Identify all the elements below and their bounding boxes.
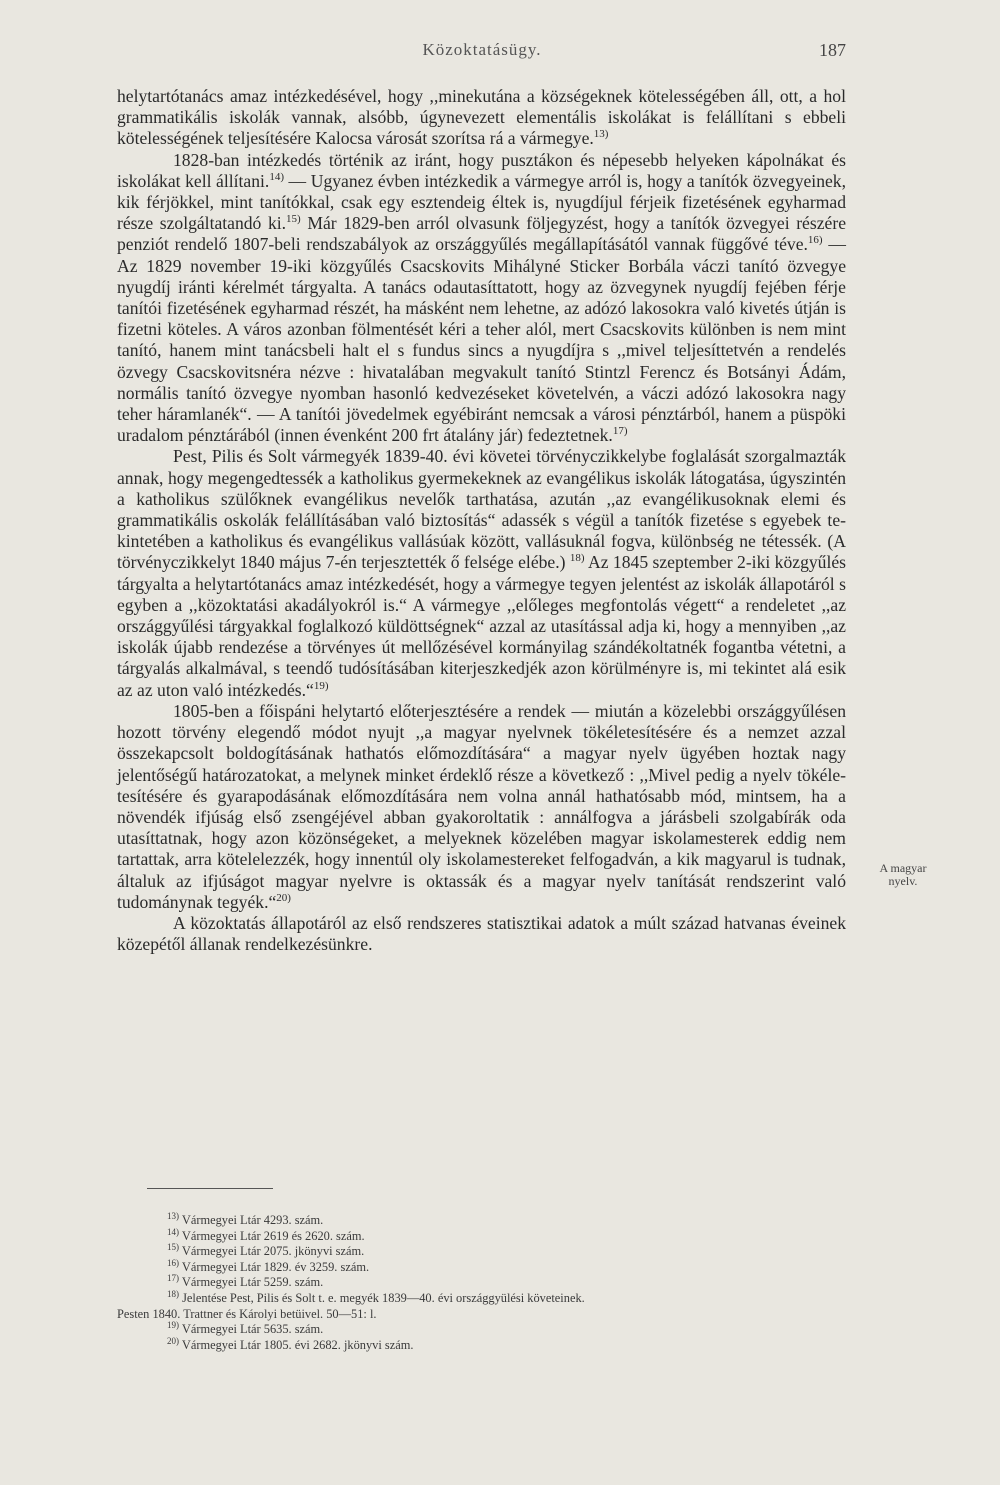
footnote-reference: 18) — [569, 552, 585, 565]
footnote — [117, 1335, 847, 1354]
footnote-divider — [147, 1188, 273, 1189]
paragraph-text: Az 1845 szeptember 2-iki közgyűlés tárgyalta a helytartótanács amaz intézkedését, hogy a vármegye tegyen jelentést az iskolák állapotáról s egyben a ,,közoktatási akadályokról is.“ A vármegye ,,előleges megfontolás végett“ a rendeletet ,,az országgyűlési tárgyakkal foglalkozó küldöttségnek“ azzal az utasítással adja ki, hogy a mennyiben ,,az iskolák újabb rendezése a törvényes út mellőzésével kormányilag szándékoltatnék fogantba vétetni, a tárgyalás alkalmával, s teendő tudósításában kiterjeszkedjék azon körülményre is, mi tekintet alá esik az az uton való intézkedés.“ — [117, 552, 846, 700]
footnote — [117, 1275, 847, 1291]
footnote-mark: 20) — [167, 1335, 179, 1346]
footnote-reference: 14) — [269, 170, 284, 183]
running-title: Közoktatásügy. — [422, 40, 542, 59]
footnote-mark: 16) — [167, 1257, 179, 1268]
footnote-mark: 13) — [167, 1210, 179, 1221]
footnote-mark: 17) — [167, 1273, 179, 1284]
footnote-text: Vármegyei Ltár 1805. évi 2682. jkönyvi szám. — [181, 1337, 414, 1352]
footnote-mark: 14) — [167, 1226, 179, 1237]
paragraph-text: helytartótanács amaz intézkedésével, hogy ,,minekutána a községeknek kötelességében áll, ott, a hol grammatikális iskolák vannak, alsóbb, úgynevezett elementális iskolákat is felállítani s ebbeli kötelességének teljesítésére Kalocsa városát szorítsa rá a vármegye. — [117, 86, 846, 149]
page-number: 187 — [819, 40, 846, 60]
footnote-reference: 15) — [286, 213, 301, 226]
footnote-mark: 18) — [167, 1288, 179, 1299]
paragraph-text: 1828-ban intézkedés történik az iránt, hogy pusztákon és népesebb helyeken kápolnákat és iskolákat kell állítani. — [117, 149, 846, 191]
footnote-mark: 15) — [167, 1242, 179, 1253]
main-text — [117, 86, 846, 955]
margin-note: A magyar nyelv. — [879, 861, 927, 888]
footnote — [117, 1322, 847, 1338]
footnote-text: Pesten 1840. Trattner és Károlyi betüivel. 50—51: l. — [117, 1306, 377, 1321]
footnote-reference: 20) — [276, 891, 291, 904]
footnote-mark: 19) — [167, 1320, 179, 1331]
footnote — [117, 1226, 847, 1245]
paragraph — [117, 701, 846, 913]
footnote-text: Vármegyei Ltár 5259. szám. — [181, 1275, 324, 1290]
footnote-text: Vármegyei Ltár 2619 és 2620. szám. — [181, 1228, 365, 1243]
footnote-reference: 17) — [612, 425, 628, 438]
paragraph-text: A közoktatás állapotáról az első rendszeres statisztikai adatok a múlt század hatvanas éveinek közepétől állanak rendelkezésünkre. — [117, 912, 846, 955]
paragraph-text: Pest, Pilis és Solt vármegyék 1839-40. évi követei törvényczikkelybe foglalását szorgalmazták annak, hogy megengedtessék a katholikus gyermekeknek az evangélikus iskolák látogatása, úgyszintén a katholikus szülőknek evangélikus nevelők tarthatása, azután ,,az evangélikusoknak elemi és grammatikális oskolák felállításában való biztosítás“ adassék s végül a tanítók fizetése s egyebek tekintetében a katholikus és evangélikus vallásúak között, vallásuknál fogva, különbség ne tétessék. (A törvényczikkelyt 1840 május 7-én terjesztették ő felsége elébe.) — [117, 446, 846, 573]
paragraph-text: 1805-ben a főispáni helytartó előterjesztésére a rendek — miután a közelebbi országgyűlésen hozott törvény elegendő módot nyujt ,,a magyar nyelvnek tökéletesítésére és a nemzet azzal összekapcsolt boldogításának hathatós előmozdítására“ a magyar nyelv ügyében hoztak nagy jelentőségű határozatokat, a melynek minket érdeklő része a következő : ,,Mivel pedig a nyelv tökéletesítésére és gyarapodásának előmozdítására nem volna annál hathatósabb mód, mintsem, ha a növendék ifjúság első zsengéjével abban gyakoroltatik : annálfogva a járásbeli szolgabírák oda utasíttatnak, hogy azon közönségeket, a melyeknek közelében magyar iskolamesterek eddig nem tartattak, arra kötelelezzék, hogy innentúl oly iskolamestereket felfogadván, a kik magyarul is tudnak, általuk az ifjúságot magyar nyelvre is oktassák és a magyar nyelv tanítását rendszerint való tudománynak tegyék.“ — [117, 700, 846, 912]
footnotes — [117, 1210, 847, 1353]
footnote — [117, 1244, 847, 1260]
footnote-text: Vármegyei Ltár 2075. jkönyvi szám. — [181, 1244, 365, 1259]
paragraph-text: Már 1829-ben arról olvasunk följegyzést, hogy a tanítók özvegyei részére penziót rendelő 1807-beli rendszabályok az országgyűlés megállapításától vannak függővé téve. — [117, 213, 846, 255]
paragraph — [117, 86, 846, 150]
footnote — [117, 1288, 847, 1307]
footnote-text: Jelentése Pest, Pilis és Solt t. e. megyék 1839—40. évi országgyülési követeinek. — [182, 1290, 585, 1305]
footnote-reference: 13) — [593, 128, 609, 141]
paragraph-text: — Az 1829 november 19-iki közgyűlés Csacskovits Mihályné Sticker Borbála váczi tanító özvegye nyugdíj iránti kérelmét tárgyalta. A tanács odautasíttatott, hogy az özvegynek nyugdíj fejében férje tanítói fizetésének egyharmad részét, ha másként nem lehetne, az adózó lakosokra való kivetés útján is fizetni köteles. A város azonban fölmentését kéri a teher alól, mert Csacskovits különben is nem mint tanító, hanem mint tanácsbeli halt el s fundus sincs a nyugdíjra s ,,mivel teljesíttetvén a rendelés özvegy Csacskovitsnéra nézve : hivatalában megvakult tanító Stintzl Ferencz és Botsányi Ádám, normális tanító özvegye nyomban hasonló kedvezéseket követelvén, a váczi adózó lakosokra nagy teher háramlanék“. — A tanítói jövedelmek egyébiránt nemcsak a városi pénztárból, hanem a püspöki uradalom pénztárából (innen évenként 200 frt átalány jár) fedeztetnek. — [117, 234, 846, 446]
footnote — [117, 1257, 847, 1276]
footnote-text: Vármegyei Ltár 1829. év 3259. szám. — [181, 1259, 370, 1274]
page-header — [118, 40, 846, 70]
paragraph — [117, 150, 846, 447]
footnote-text: Vármegyei Ltár 4293. szám. — [181, 1213, 324, 1227]
paragraph — [117, 913, 846, 955]
footnote-text: Vármegyei Ltár 5635. szám. — [181, 1322, 324, 1337]
paragraph — [117, 446, 846, 700]
footnote-reference: 16) — [807, 234, 823, 247]
footnote — [117, 1210, 847, 1229]
footnote-reference: 19) — [313, 679, 329, 692]
paragraph-text: — Ugyanez évben intézkedik a vármegye arról is, hogy a tanítók özvegyeinek, kik férjökkel, mint tanítókkal, csak egy esztendeig éltek is, nyugdíjul férjeik fizetésének egyharmad része szolgáltatandó ki. — [117, 170, 846, 234]
footnote — [117, 1307, 847, 1323]
